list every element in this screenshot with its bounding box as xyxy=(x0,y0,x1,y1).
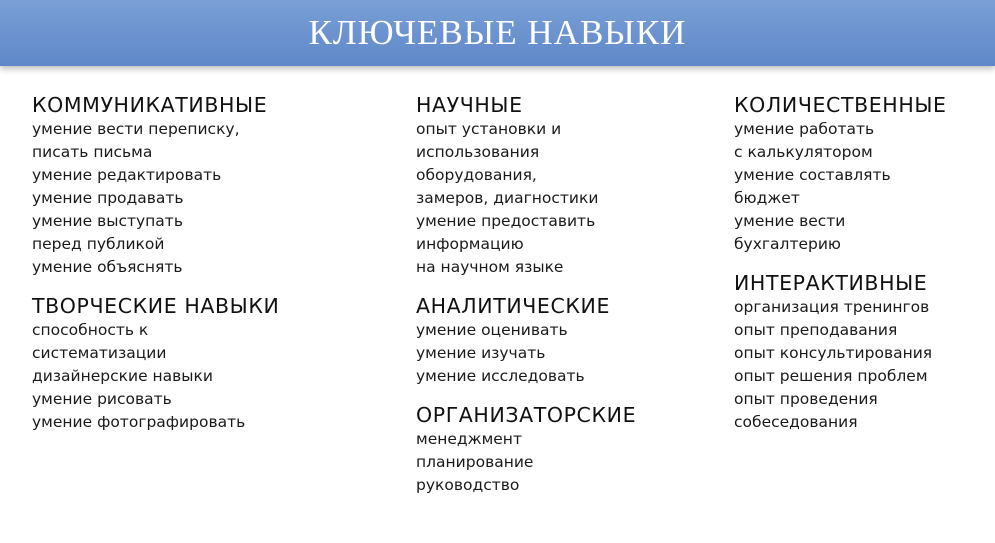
list-item: умение оценивать xyxy=(416,321,568,339)
list-item: умение объяснять xyxy=(32,258,183,276)
skill-list xyxy=(32,319,372,434)
list-item: умение редактировать xyxy=(32,166,222,184)
section-title: АНАЛИТИЧЕСКИЕ xyxy=(416,294,611,318)
skill-list xyxy=(734,118,994,256)
list-item: на научном языке xyxy=(416,258,564,276)
list-item: менеджмент xyxy=(416,430,522,448)
list-item: бухгалтерию xyxy=(734,235,841,253)
list-item: умение продавать xyxy=(32,189,184,207)
list-item: опыт консультирования xyxy=(734,344,933,362)
list-item: умение вести переписку, xyxy=(32,120,240,138)
section-title: ИНТЕРАКТИВНЫЕ xyxy=(734,271,928,295)
list-item: умение выступать xyxy=(32,212,183,230)
list-item: опыт решения проблем xyxy=(734,367,928,385)
list-item: умение фотографировать xyxy=(32,413,246,431)
section-scientific xyxy=(416,92,716,279)
list-item: опыт преподавания xyxy=(734,321,898,339)
skill-list xyxy=(416,428,716,497)
column-2 xyxy=(416,92,716,511)
section-title: ТВОРЧЕСКИЕ НАВЫКИ xyxy=(32,294,280,318)
list-item: с калькулятором xyxy=(734,143,873,161)
list-item: умение исследовать xyxy=(416,367,585,385)
list-item: замеров, диагностики xyxy=(416,189,599,207)
page-title: КЛЮЧЕВЫЕ НАВЫКИ xyxy=(308,13,687,52)
list-item: перед публикой xyxy=(32,235,165,253)
list-item: умение рисовать xyxy=(32,390,172,408)
skill-list xyxy=(734,296,994,434)
section-organizational xyxy=(416,402,716,497)
list-item: использования xyxy=(416,143,540,161)
list-item: систематизации xyxy=(32,344,167,362)
list-item: писать письма xyxy=(32,143,153,161)
section-interactive xyxy=(734,270,994,434)
skill-list xyxy=(416,118,716,279)
section-creative xyxy=(32,293,372,434)
list-item: бюджет xyxy=(734,189,800,207)
list-item: умение предоставить xyxy=(416,212,596,230)
list-item: планирование xyxy=(416,453,534,471)
section-analytical xyxy=(416,293,716,388)
section-communicative xyxy=(32,92,372,279)
skill-list xyxy=(32,118,372,279)
column-3 xyxy=(734,92,994,448)
list-item: опыт проведения xyxy=(734,390,878,408)
column-1 xyxy=(32,92,372,448)
list-item: собеседования xyxy=(734,413,858,431)
list-item: умение вести xyxy=(734,212,846,230)
list-item: организация тренингов xyxy=(734,298,930,316)
section-title: ОРГАНИЗАТОРСКИЕ xyxy=(416,403,637,427)
list-item: умение изучать xyxy=(416,344,546,362)
list-item: умение работать xyxy=(734,120,875,138)
list-item: дизайнерские навыки xyxy=(32,367,213,385)
section-title: КОЛИЧЕСТВЕННЫЕ xyxy=(734,93,947,117)
list-item: оборудования, xyxy=(416,166,537,184)
list-item: опыт установки и xyxy=(416,120,562,138)
list-item: умение составлять xyxy=(734,166,891,184)
list-item: информацию xyxy=(416,235,524,253)
list-item: способность к xyxy=(32,321,149,339)
list-item: руководство xyxy=(416,476,520,494)
section-title: КОММУНИКАТИВНЫЕ xyxy=(32,93,268,117)
header-banner xyxy=(0,0,995,66)
skill-list xyxy=(416,319,716,388)
section-quantitative xyxy=(734,92,994,256)
section-title: НАУЧНЫЕ xyxy=(416,93,523,117)
